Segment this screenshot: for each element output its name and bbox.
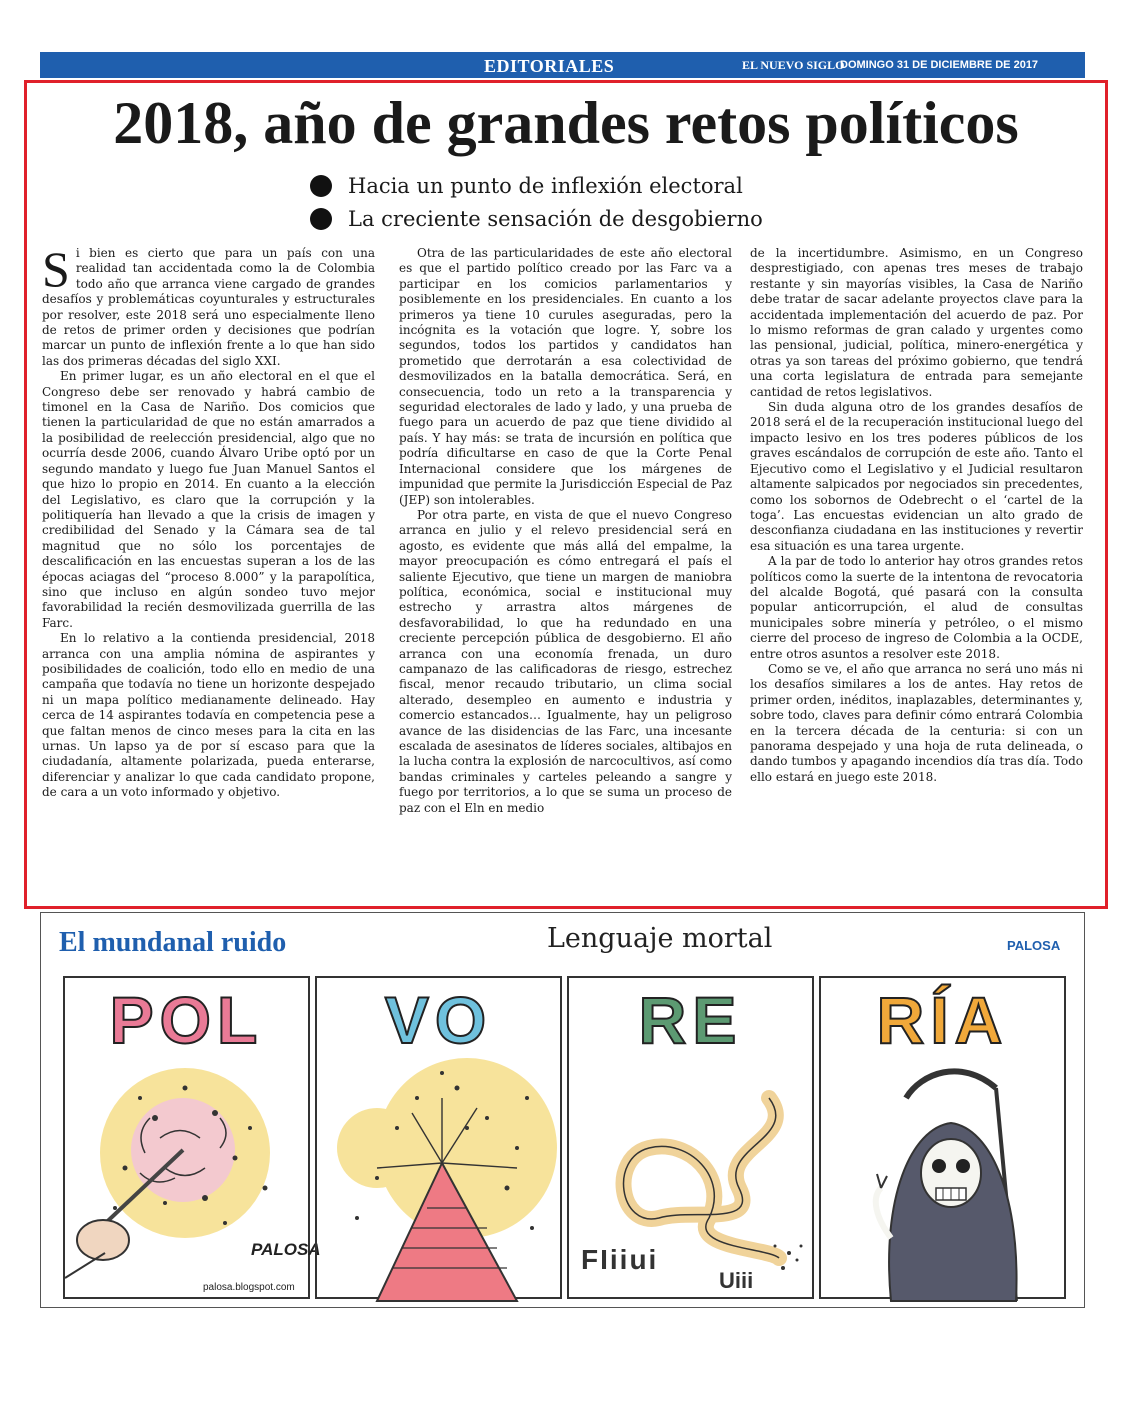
cartoonist-blog: palosa.blogspot.com xyxy=(203,1282,295,1293)
subhead-2 xyxy=(310,207,763,231)
editorial-article xyxy=(24,80,1108,909)
article-column-2 xyxy=(399,246,732,894)
comic-strip xyxy=(63,976,1066,1299)
bullet-icon xyxy=(310,208,332,230)
article-paragraph: de la incertidumbre. Asimismo, en un Congreso desprestigiado, con apenas tres meses de trabajo restante y sin mayorías visibles, la Casa de Nariño debe tratar de sacar adelante proyectos clave para la accidentada implementación del acuerdo de paz. Por lo mismo reformas de gran calado y urgentes como las pensional, judicial, política, minero-energética y otras ya son tareas del próximo gobierno, que tendrá una corta legislatura de entrada para semejante cantidad de retos legislativos. xyxy=(750,246,1083,399)
page-number: 3 xyxy=(1100,50,1112,76)
article-column-3 xyxy=(750,246,1083,894)
newspaper-name: EL NUEVO SIGLO xyxy=(742,58,845,72)
issue-date: DOMINGO 31 DE DICIEMBRE DE 2017 xyxy=(840,59,1039,71)
cartoon-author: PALOSA xyxy=(1007,938,1061,953)
sound-effect-1: FIiiui xyxy=(581,1244,659,1275)
article-paragraph: En lo relativo a la contienda presidencial, 2018 arranca con una amplia nómina de aspirantes y posibilidades de coalición, todo ello en medio de una campaña que todavía no tiene un horizonte despejado ni un mapa político medianamente delineado. Hay cerca de 14 aspirantes todavía en competencia pese a que faltan menos de cinco meses para la cita en las urnas. Un lapso ya de por sí escaso para que la ciudadanía, altamente polarizada, pueda enterarse, diferenciar y analizar lo que cada candidato propone, de cara a un voto informado y objetivo. xyxy=(42,631,375,800)
drop-cap: S xyxy=(42,241,70,297)
cartoon-column-title: El mundanal ruido xyxy=(59,927,287,958)
article-paragraph: Otra de las particularidades de este año electoral es que el partido político creado por las Farc va a participar en los comicios parlamentarios y posiblemente en los presidenciales. En cuanto a los primeros ya tiene 10 curules aseguradas, pero la incógnita es la votación que logre. Y, sobre los segundos, todos los partidos y candidatos han prometido que derrotarán a esa colectividad de desmovilizados en la batalla democrática. Será, en consecuencia, todo un reto a la transparencia y seguridad electorales de lado y lado, y una prueba de fuego para un acuerdo de paz que tiene dividido al país. Y hay más: se trata de incursión en política que podría dificultarse en caso de que la Corte Penal Internacional considere que los márgenes de impunidad que permite la Jurisdicción Especial de Paz (JEP) son intolerables. xyxy=(399,246,732,507)
cartoon-title: Lenguaje mortal xyxy=(547,923,773,954)
article-paragraph: Como se ve, el año que arranca no será uno más ni los desafíos similares a los de antes. Hay retos de primer orden, inéditos, inaplazables, determinantes y, sobre todo, claves para definir cómo entrará Colombia en la tercera década de la centuria: si con un panorama despejado y una hoja de ruta delineada, o dando tumbos y apagando incendios día tras día. Todo ello estará en juego este 2018. xyxy=(750,661,1083,784)
sound-effect-2: Uiii xyxy=(719,1268,754,1293)
comic-panel-4 xyxy=(819,976,1066,1299)
section-label: EDITORIALES xyxy=(484,56,615,76)
article-column-1 xyxy=(42,241,375,894)
article-paragraph: Por otra parte, en vista de que el nuevo Congreso arranca en julio y el relevo presidencial será en agosto, es evidente que más allá del empalme, la mayor preocupación es cómo entregará el país el saliente Ejecutivo, que tiene un margen de maniobra política, económica, social e institucional muy estrecho y arrastra altos márgenes de desfavorabilidad, lo que ha redundado en una creciente percepción pública de desgobierno. El año arranca con una economía frenada, un duro campanazo de las calificadoras de riesgo, estrechez fiscal, menor recaudo tributario, un clima social alterado, desempleo en aumento e industria y comercio estancados… Igualmente, hay un peligroso avance de las disidencias de las Farc, una incesante escalada de asesinatos de líderes sociales, altibajos en la lucha contra la explosión de narcocultivos, así como bandas criminales y carteles peleando a sangre y fuego por territorios, a lo que se suma un proceso de paz con el Eln en medio xyxy=(399,507,732,815)
comic-panel-3 xyxy=(567,976,814,1299)
cartoon-section xyxy=(40,912,1085,1308)
article-paragraph: Si bien es cierto que para un país con una realidad tan accidentada como la de Colombia todo año que arranca viene cargado de grandes desafíos y problemáticas coyunturales y estructurales por resolver, este 2018 será uno especialmente lleno de retos de primer orden y decisiones que podrían marcar un punto de inflexión frente a lo que han sido las dos primeras décadas del siglo XXI. xyxy=(42,241,375,368)
subhead-text: Hacia un punto de inflexión electoral xyxy=(348,174,743,198)
subhead-1 xyxy=(310,174,743,198)
comic-panel-2 xyxy=(315,976,562,1299)
panel-word-1: POL xyxy=(109,983,264,1057)
comic-panel-1 xyxy=(63,976,321,1299)
panel-word-2: VO xyxy=(384,983,493,1057)
panel-word-4: RÍA xyxy=(876,983,1009,1057)
subhead-text: La creciente sensación de desgobierno xyxy=(348,207,763,231)
article-paragraph: Sin duda alguna otro de los grandes desafíos de 2018 será el de la recuperación institucional luego del impacto lesivo en los tres poderes públicos de los graves escándalos de corrupción de este año. Tanto el Ejecutivo como el Legislativo y el Judicial resultaron altamente salpicados por negociados sin precedentes, como los sobornos de Odebrecht o el ‘cartel de la toga’. Las encuestas evidencian un alto grado de desconfianza ciudadana en las instituciones y revertir esa situación es una tarea urgente. xyxy=(750,400,1083,553)
article-paragraph: A la par de todo lo anterior hay otros grandes retos políticos como la suerte de la intentona de revocatoria del alcalde Bogotá, qué pasará con la consulta popular anticorrupción, el alud de consultas municipales sobre minería y petróleo, o el mismo cierre del proceso de ingreso de Colombia a la OCDE, entre otros asuntos a resolver este 2018. xyxy=(750,554,1083,661)
page-header-bar xyxy=(40,50,1112,78)
panel-word-3: RE xyxy=(638,983,743,1057)
article-paragraph: En primer lugar, es un año electoral en el que el Congreso debe ser renovado y habrá cambio de timonel en la Casa de Nariño. Dos comicios que tienen la particularidad de que no están amarrados a la posibilidad de reelección presidencial, algo que no ocurría desde 2006, cuando Álvaro Uribe optó por un segundo mandato y luego fue Juan Manuel Santos el que hizo lo propio en 2014. En cuanto a la elección del Legislativo, es claro que la corrupción y la politiquería han llevado a que la crisis de imagen y credibilidad del Senado y la Cámara sea de tal magnitud que no sólo los porcentajes de descalificación en las encuestas superan a los de las épocas aciagas del “proceso 8.000” y la parapolítica, sino que incluso en algún sondeo tuvo mejor favorabilidad la recién desmovilizada guerrilla de las Farc. xyxy=(42,369,375,630)
bullet-icon xyxy=(310,175,332,197)
editorial-headline: 2018, año de grandes retos políticos xyxy=(113,90,1019,156)
cartoonist-signature: PALOSA xyxy=(251,1240,321,1259)
